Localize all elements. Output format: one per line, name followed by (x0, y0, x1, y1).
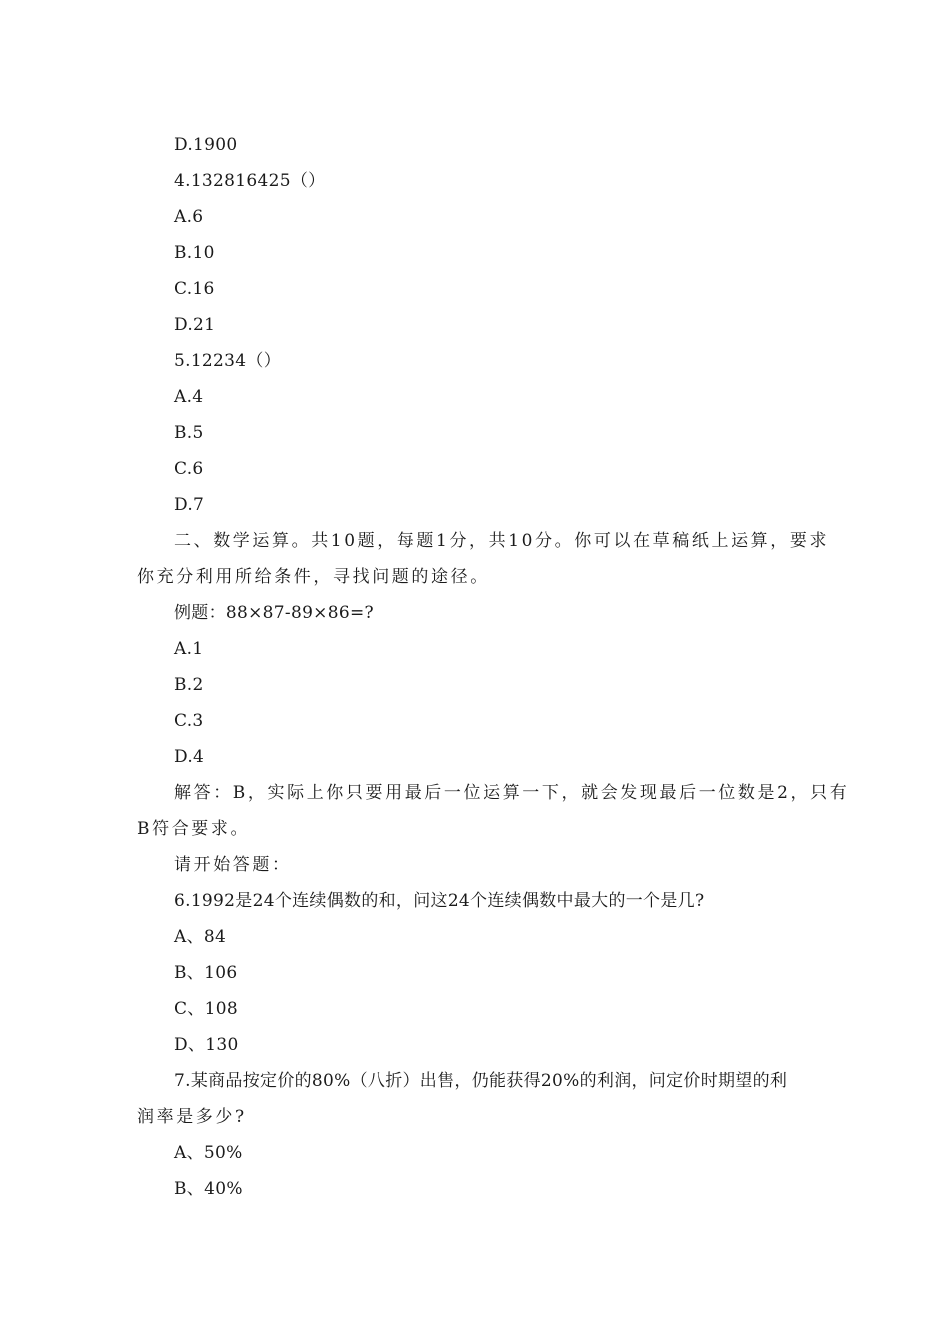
question-7-continued: 润率是多少? (137, 1107, 247, 1127)
option-b-q4: B.10 (174, 243, 215, 263)
option-d-q5: D.7 (174, 495, 205, 515)
option-b-example: B.2 (174, 675, 204, 695)
start-prompt: 请开始答题： (174, 855, 292, 875)
option-d-q3: D.1900 (174, 135, 238, 155)
example-question: 例题：88×87-89×86=? (174, 603, 374, 623)
option-b-q5: B.5 (174, 423, 204, 443)
section-heading-continued: 你充分利用所给条件，寻找问题的途径。 (137, 567, 490, 587)
question-4: 4.132816425（） (174, 171, 326, 191)
option-c-q5: C.6 (174, 459, 204, 479)
option-a-q6: A、84 (174, 927, 227, 947)
option-d-example: D.4 (174, 747, 205, 767)
option-a-example: A.1 (174, 639, 204, 659)
question-6: 6.1992是24个连续偶数的和，问这24个连续偶数中最大的一个是几? (174, 891, 705, 911)
option-c-q6: C、108 (174, 999, 238, 1019)
option-a-q5: A.4 (174, 387, 204, 407)
option-d-q4: D.21 (174, 315, 216, 335)
option-b-q7: B、40% (174, 1179, 243, 1199)
example-answer: 解答：B，实际上你只要用最后一位运算一下，就会发现最后一位数是2，只有 (174, 783, 850, 803)
option-b-q6: B、106 (174, 963, 238, 983)
option-d-q6: D、130 (174, 1035, 239, 1055)
section-heading: 二、数学运算。共10题，每题1分，共10分。你可以在草稿纸上运算，要求 (174, 531, 830, 551)
option-a-q4: A.6 (174, 207, 204, 227)
question-5: 5.12234（） (174, 351, 281, 371)
option-a-q7: A、50% (174, 1143, 243, 1163)
option-c-example: C.3 (174, 711, 204, 731)
question-7: 7.某商品按定价的80%（八折）出售，仍能获得20%的利润，问定价时期望的利 (174, 1071, 788, 1091)
option-c-q4: C.16 (174, 279, 215, 299)
example-answer-continued: B符合要求。 (137, 819, 251, 839)
